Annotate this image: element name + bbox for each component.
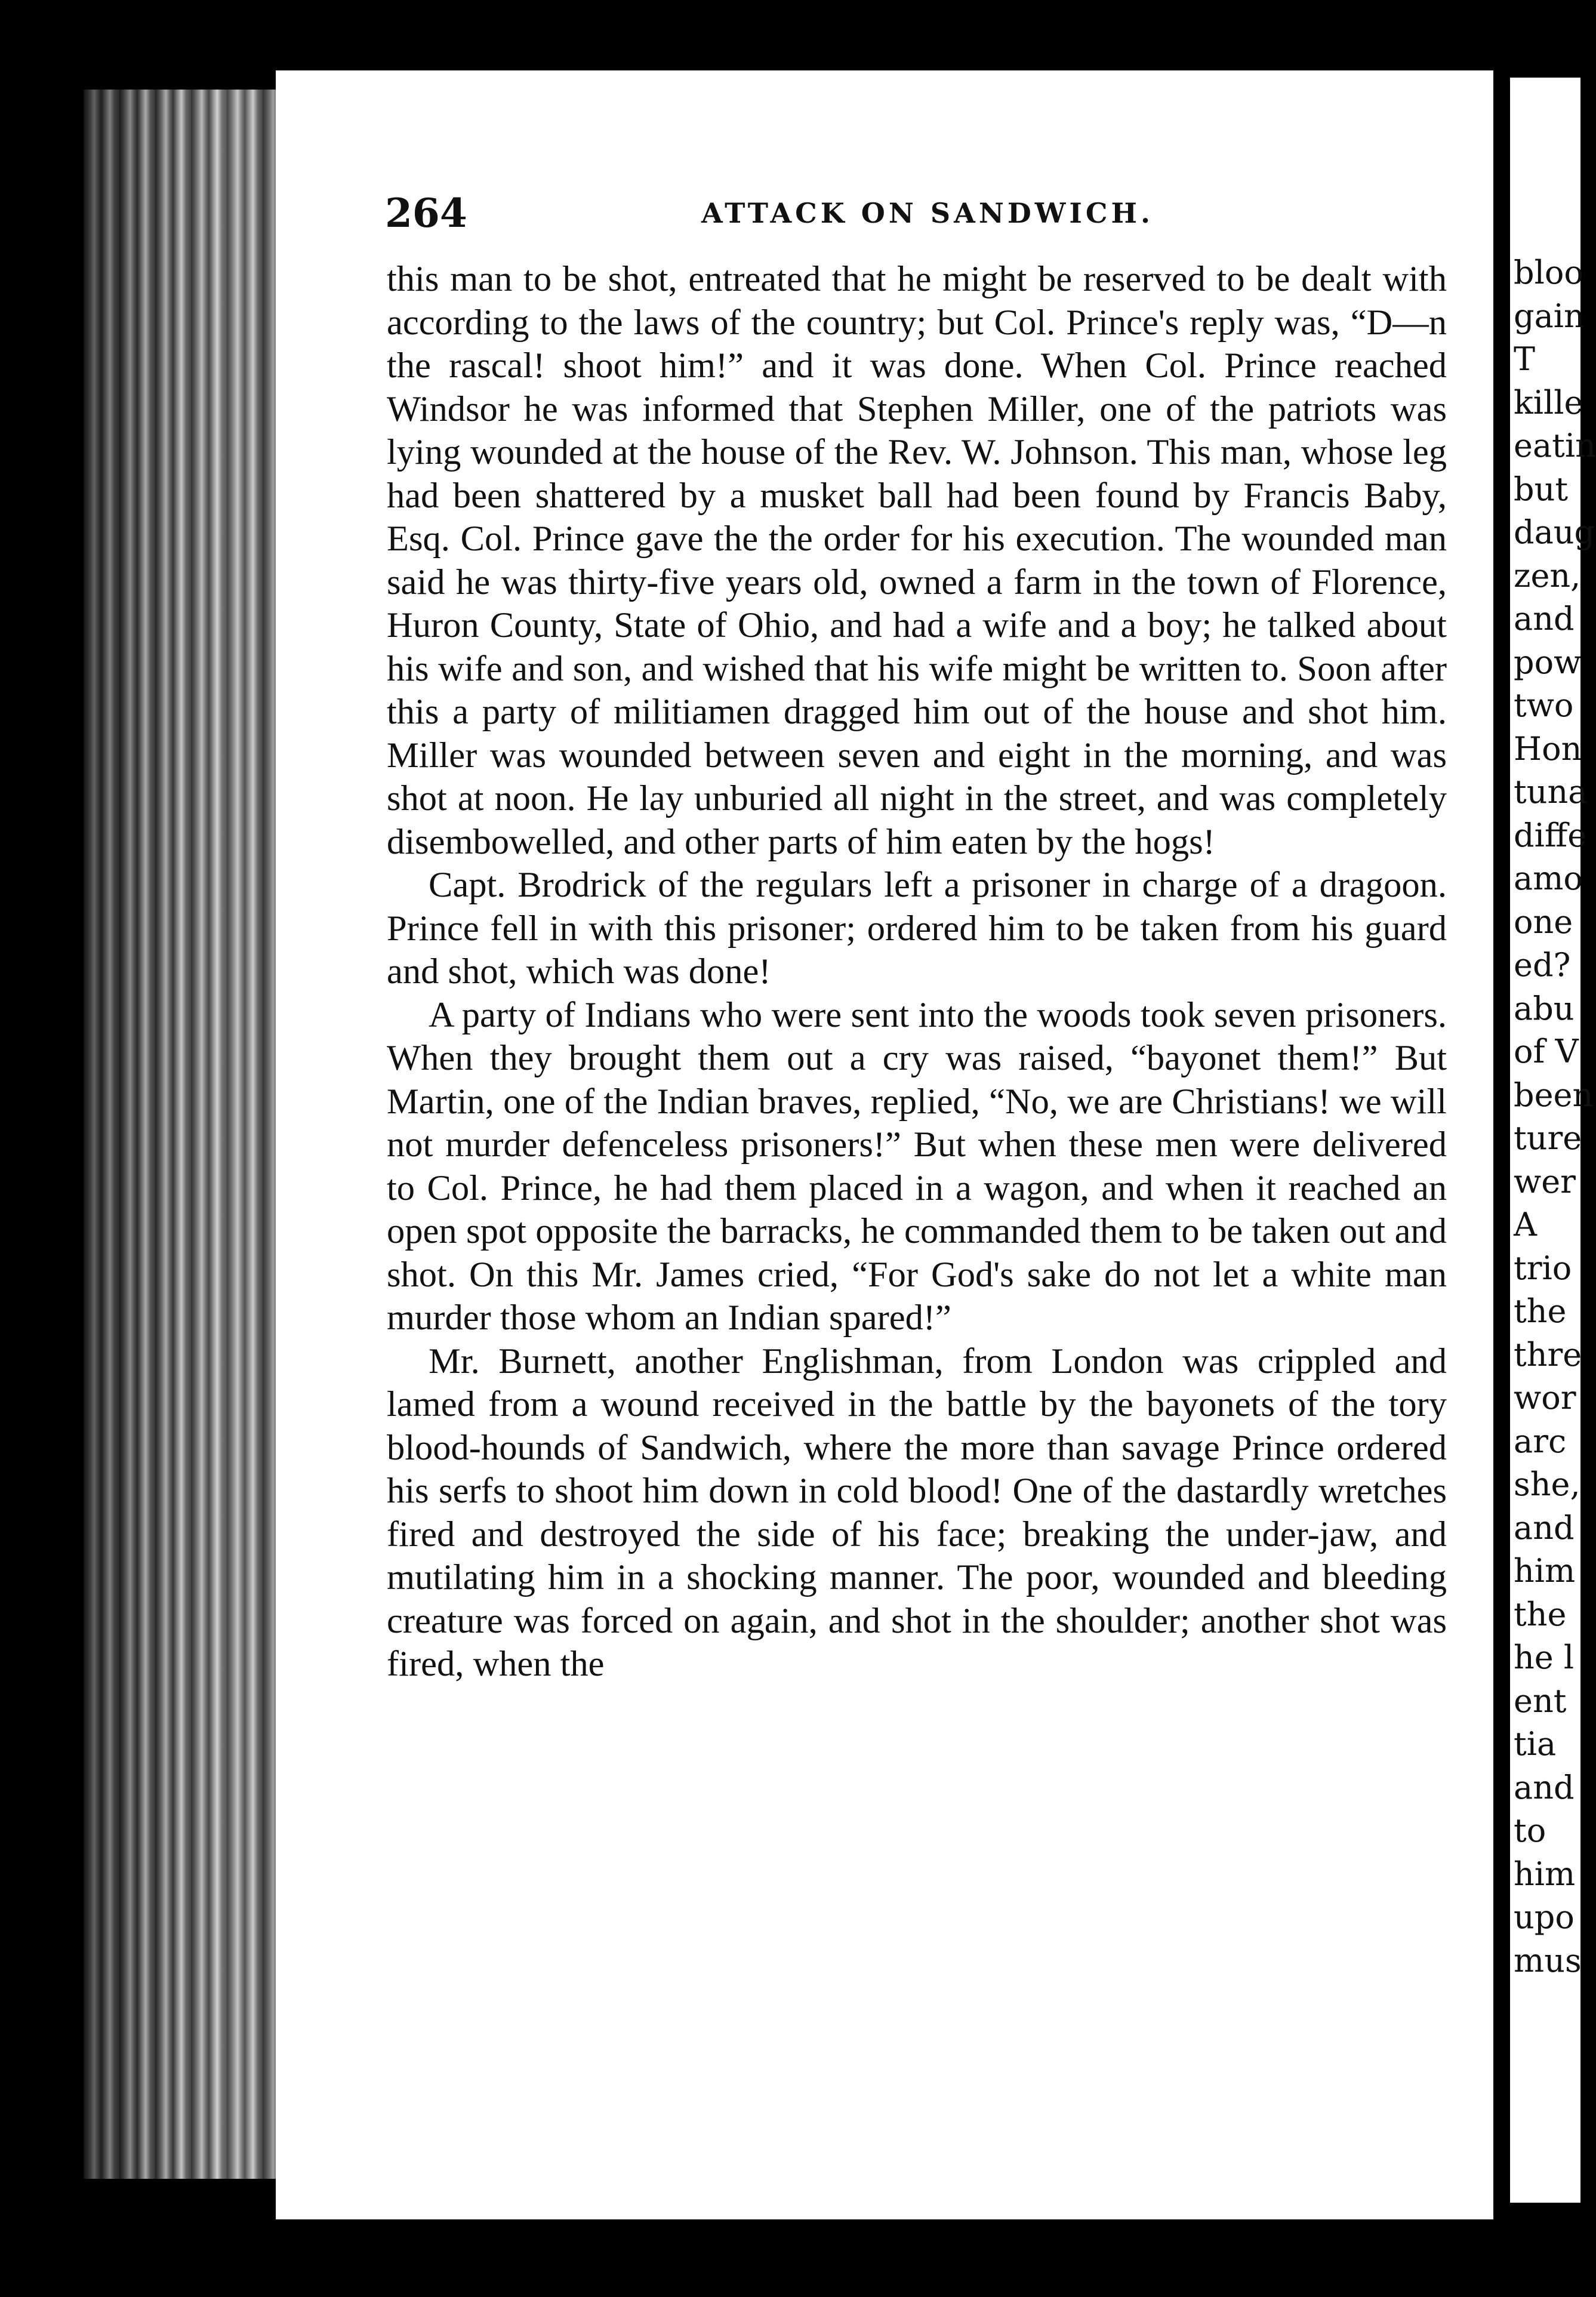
adjacent-page-fragment: the: [1514, 1595, 1567, 1633]
book-page-edge-shadow: [84, 90, 281, 2179]
adjacent-page-fragment: pow: [1514, 643, 1582, 681]
paragraph: A party of Indians who were sent into the woods took seven prisoners. When they brought them out a cry was raised, “bayonet them!” But Martin, one of the Indian braves, replied, “No, we are Christians! we will not murder defenceless prisoners!” But when these men were delivered to Col. Prince, he had them placed in a wagon, and when it reached an open spot opposite the barracks, he commanded them to be taken out and shot. On this Mr. James cried, “For God's sake do not let a white man murder those whom an Indian spared!”: [387, 994, 1447, 1338]
adjacent-page-fragment: one: [1514, 903, 1573, 941]
adjacent-page-fragment: ent: [1514, 1682, 1567, 1720]
adjacent-page-fragment: two: [1514, 686, 1574, 724]
body-text: [387, 258, 1447, 1686]
adjacent-page-fragment: she,: [1514, 1465, 1580, 1503]
adjacent-page-fragment: and: [1514, 1508, 1575, 1547]
adjacent-page-fragment: eatin: [1514, 427, 1596, 464]
adjacent-page-fragment: ture: [1514, 1119, 1582, 1157]
adjacent-page-fragment: abu: [1514, 989, 1575, 1027]
adjacent-page-fragment: bloo: [1514, 254, 1583, 291]
page-header: [385, 190, 1173, 238]
adjacent-page-fragment: of V: [1514, 1033, 1579, 1070]
margin-mark: [119, 394, 167, 460]
adjacent-page-fragment: amo: [1514, 860, 1583, 897]
adjacent-page-fragment: arc: [1514, 1422, 1567, 1460]
adjacent-page-fragment: gain: [1514, 297, 1585, 335]
adjacent-page-fragment: and: [1514, 1768, 1575, 1806]
paragraph: this man to be shot, entreated that he might be reserved to be dealt with according to the laws of the country; but Col. Prince's reply was, “D—n the rascal! shoot him!” and it was done. When Col. Prince reached Windsor he was informed that Stephen Miller, one of the patriots was lying wounded at the house of the Rev. W. Johnson. This man, whose leg had been shattered by a musket ball had been found by Francis Baby, Esq. Col. Prince gave the the order for his execution. The wounded man said he was thirty-five years old, owned a farm in the town of Florence, Huron County, State of Ohio, and had a wife and a boy; he talked about his wife and son, and wished that his wife might be written to. Soon after this a party of militiamen dragged him out of the house and shot him. Miller was wounded between seven and eight in the morning, and was shot at noon. He lay unburied all night in the street, and was completely disembowelled, and other parts of him eaten by the hogs!: [387, 259, 1447, 862]
adjacent-page-fragment: him: [1514, 1552, 1576, 1590]
running-title: ATTACK ON SANDWICH.: [701, 197, 1154, 229]
adjacent-page-fragment: but: [1514, 470, 1569, 508]
adjacent-page-fragment: ed?: [1514, 946, 1571, 984]
paragraph: Capt. Brodrick of the regulars left a prisoner in charge of a dragoon. Prince fell in with this prisoner; ordered him to be taken from his guard and shot, which was done!: [387, 865, 1447, 992]
adjacent-page-fragment: to: [1514, 1812, 1546, 1849]
adjacent-page: [1510, 78, 1596, 2203]
adjacent-page-fragment: thre: [1514, 1335, 1582, 1374]
adjacent-page-fragment: tuna: [1514, 773, 1588, 811]
adjacent-page-fragment: zen,: [1514, 556, 1581, 595]
adjacent-page-fragment: he l: [1514, 1639, 1575, 1676]
adjacent-page-fragment: wor: [1514, 1379, 1576, 1417]
adjacent-page-fragment: A: [1514, 1206, 1537, 1243]
adjacent-page-fragment: kille: [1514, 383, 1583, 421]
adjacent-page-fragment: wer: [1514, 1162, 1576, 1200]
adjacent-page-fragment: diffe: [1514, 816, 1587, 854]
adjacent-page-fragment: been: [1514, 1076, 1594, 1114]
adjacent-page-fragment: tia: [1514, 1725, 1557, 1763]
adjacent-page-fragment: Hon: [1514, 729, 1582, 768]
adjacent-page-fragment: upo: [1514, 1898, 1575, 1936]
adjacent-page-fragment: the: [1514, 1292, 1567, 1330]
page-number: 264: [385, 190, 467, 236]
adjacent-page-fragment: daug: [1514, 513, 1595, 551]
adjacent-page-fragment: trio: [1514, 1249, 1572, 1287]
adjacent-page-fragment: him: [1514, 1855, 1576, 1893]
paragraph: Mr. Burnett, another Englishman, from London was crippled and lamed from a wound received in the battle by the bayonets of the tory blood-hounds of Sandwich, where the more than savage Prince ordered his serfs to shoot him down in cold blood! One of the dastardly wretches fired and destroyed the side of his face; breaking the under-jaw, and mutilating him in a shocking manner. The poor, wounded and bleeding creature was forced on again, and shot in the shoulder; another shot was fired, when the: [387, 1341, 1447, 1684]
adjacent-page-fragment: and: [1514, 600, 1575, 638]
adjacent-page-fragment: mus: [1514, 1941, 1582, 1979]
adjacent-page-fragment: T: [1514, 340, 1536, 378]
